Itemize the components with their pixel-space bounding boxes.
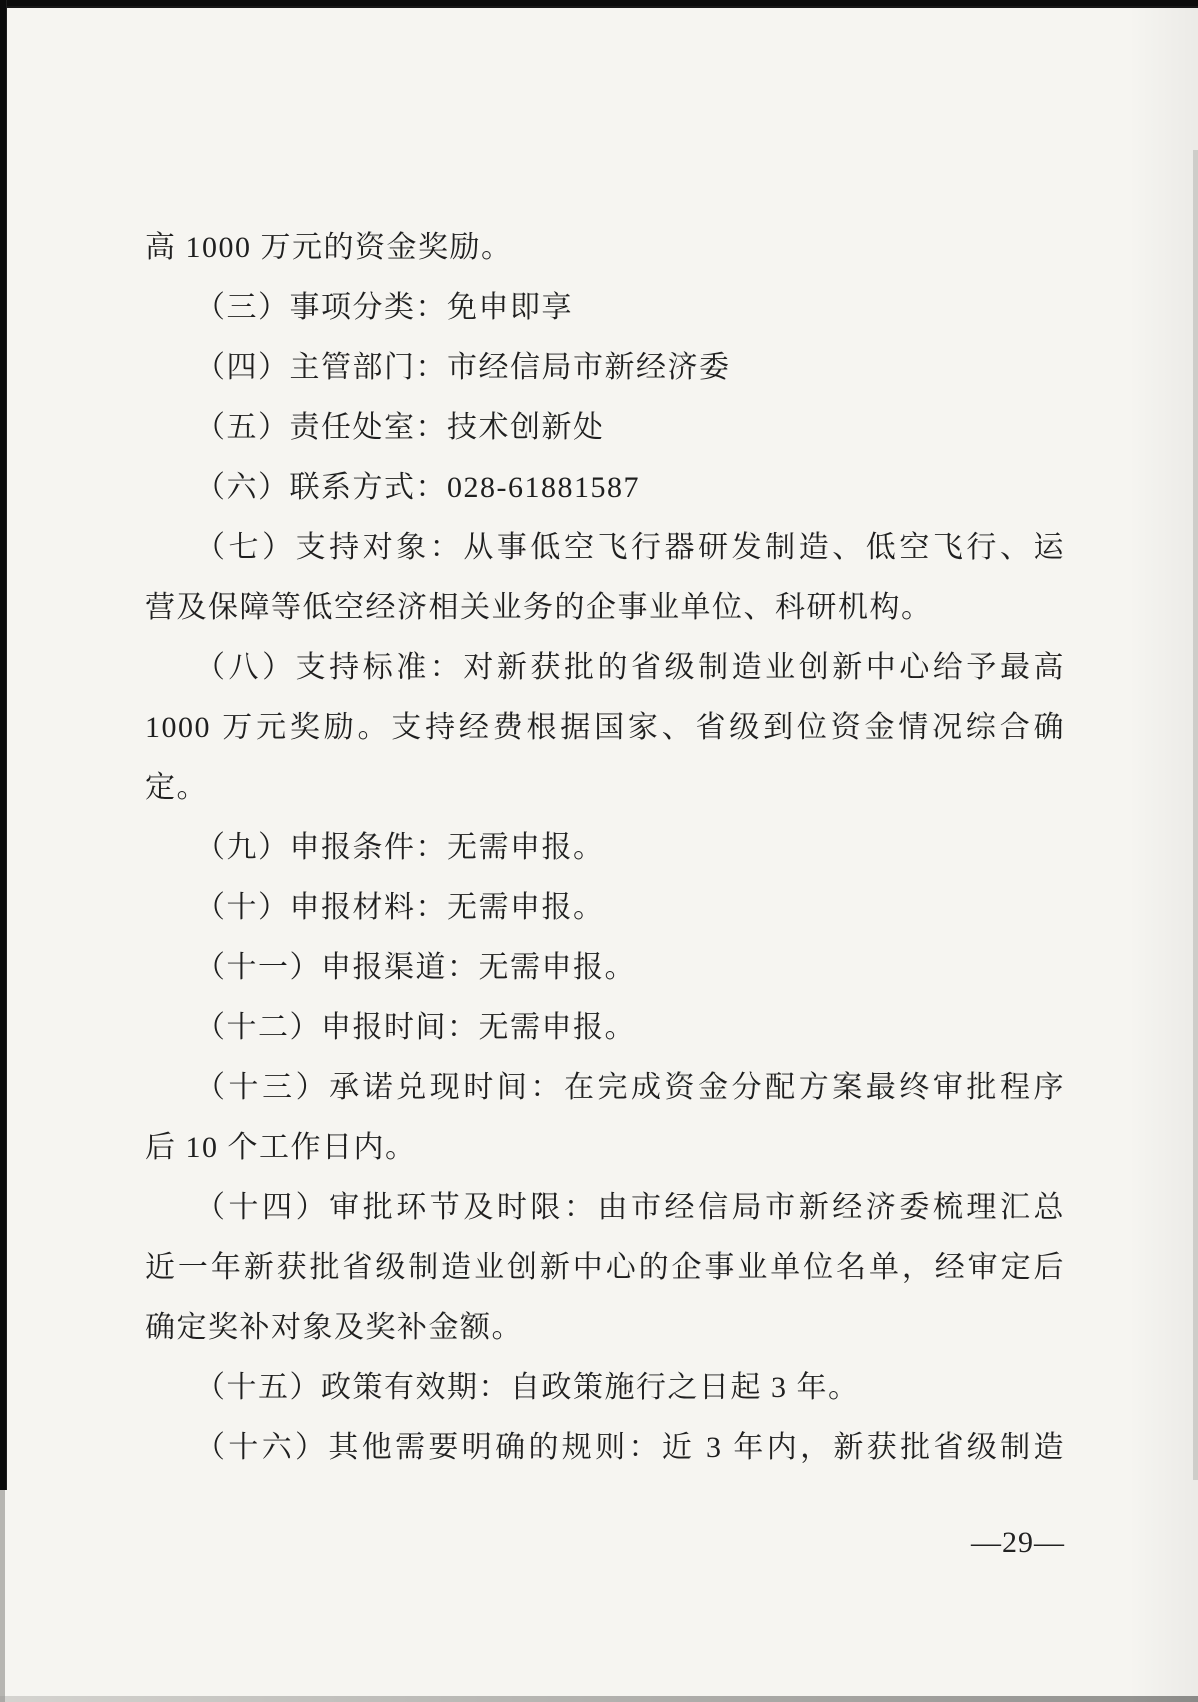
scan-artifact-left-edge xyxy=(0,0,7,1490)
text-line: （十）申报材料：无需申报。 xyxy=(195,891,605,924)
text-line: （四）主管部门：市经信局市新经济委 xyxy=(195,351,731,384)
text-line: （五）责任处室：技术创新处 xyxy=(195,411,605,444)
scan-artifact-bottom-edge xyxy=(0,1696,1198,1702)
text-line: 定。 xyxy=(145,771,208,804)
text-line: （十四）审批环节及时限：由市经信局市新经济委梳理汇总 xyxy=(195,1191,1065,1224)
text-line: （七）支持对象：从事低空飞行器研发制造、低空飞行、运 xyxy=(195,531,1065,564)
scan-artifact-left-edge-fade xyxy=(0,1490,5,1702)
scan-artifact-right-edge xyxy=(1193,150,1198,1480)
text-line: （六）联系方式：028-61881587 xyxy=(195,471,640,504)
text-line: （十三）承诺兑现时间：在完成资金分配方案最终审批程序 xyxy=(195,1071,1065,1104)
text-line: 高 1000 万元的资金奖励。 xyxy=(145,231,513,264)
text-line: （八）支持标准：对新获批的省级制造业创新中心给予最高 xyxy=(195,651,1065,684)
text-line: 确定奖补对象及奖补金额。 xyxy=(145,1311,523,1344)
text-line: 后 10 个工作日内。 xyxy=(145,1131,417,1164)
text-line: （十五）政策有效期：自政策施行之日起 3 年。 xyxy=(195,1371,860,1404)
text-line: 近一年新获批省级制造业创新中心的企事业单位名单，经审定后 xyxy=(145,1251,1065,1284)
text-line: （十二）申报时间：无需申报。 xyxy=(195,1011,636,1044)
text-line: （九）申报条件：无需申报。 xyxy=(195,831,605,864)
text-line: （十一）申报渠道：无需申报。 xyxy=(195,951,636,984)
scan-artifact-top-edge xyxy=(0,0,1198,8)
document-body xyxy=(145,218,1065,1478)
text-line: 1000 万元奖励。支持经费根据国家、省级到位资金情况综合确 xyxy=(145,711,1065,744)
page-number: —29— xyxy=(971,1526,1065,1559)
text-line: （三）事项分类：免申即享 xyxy=(195,291,573,324)
text-line: （十六）其他需要明确的规则：近 3 年内，新获批省级制造 xyxy=(195,1431,1065,1464)
text-line: 营及保障等低空经济相关业务的企事业单位、科研机构。 xyxy=(145,591,933,624)
